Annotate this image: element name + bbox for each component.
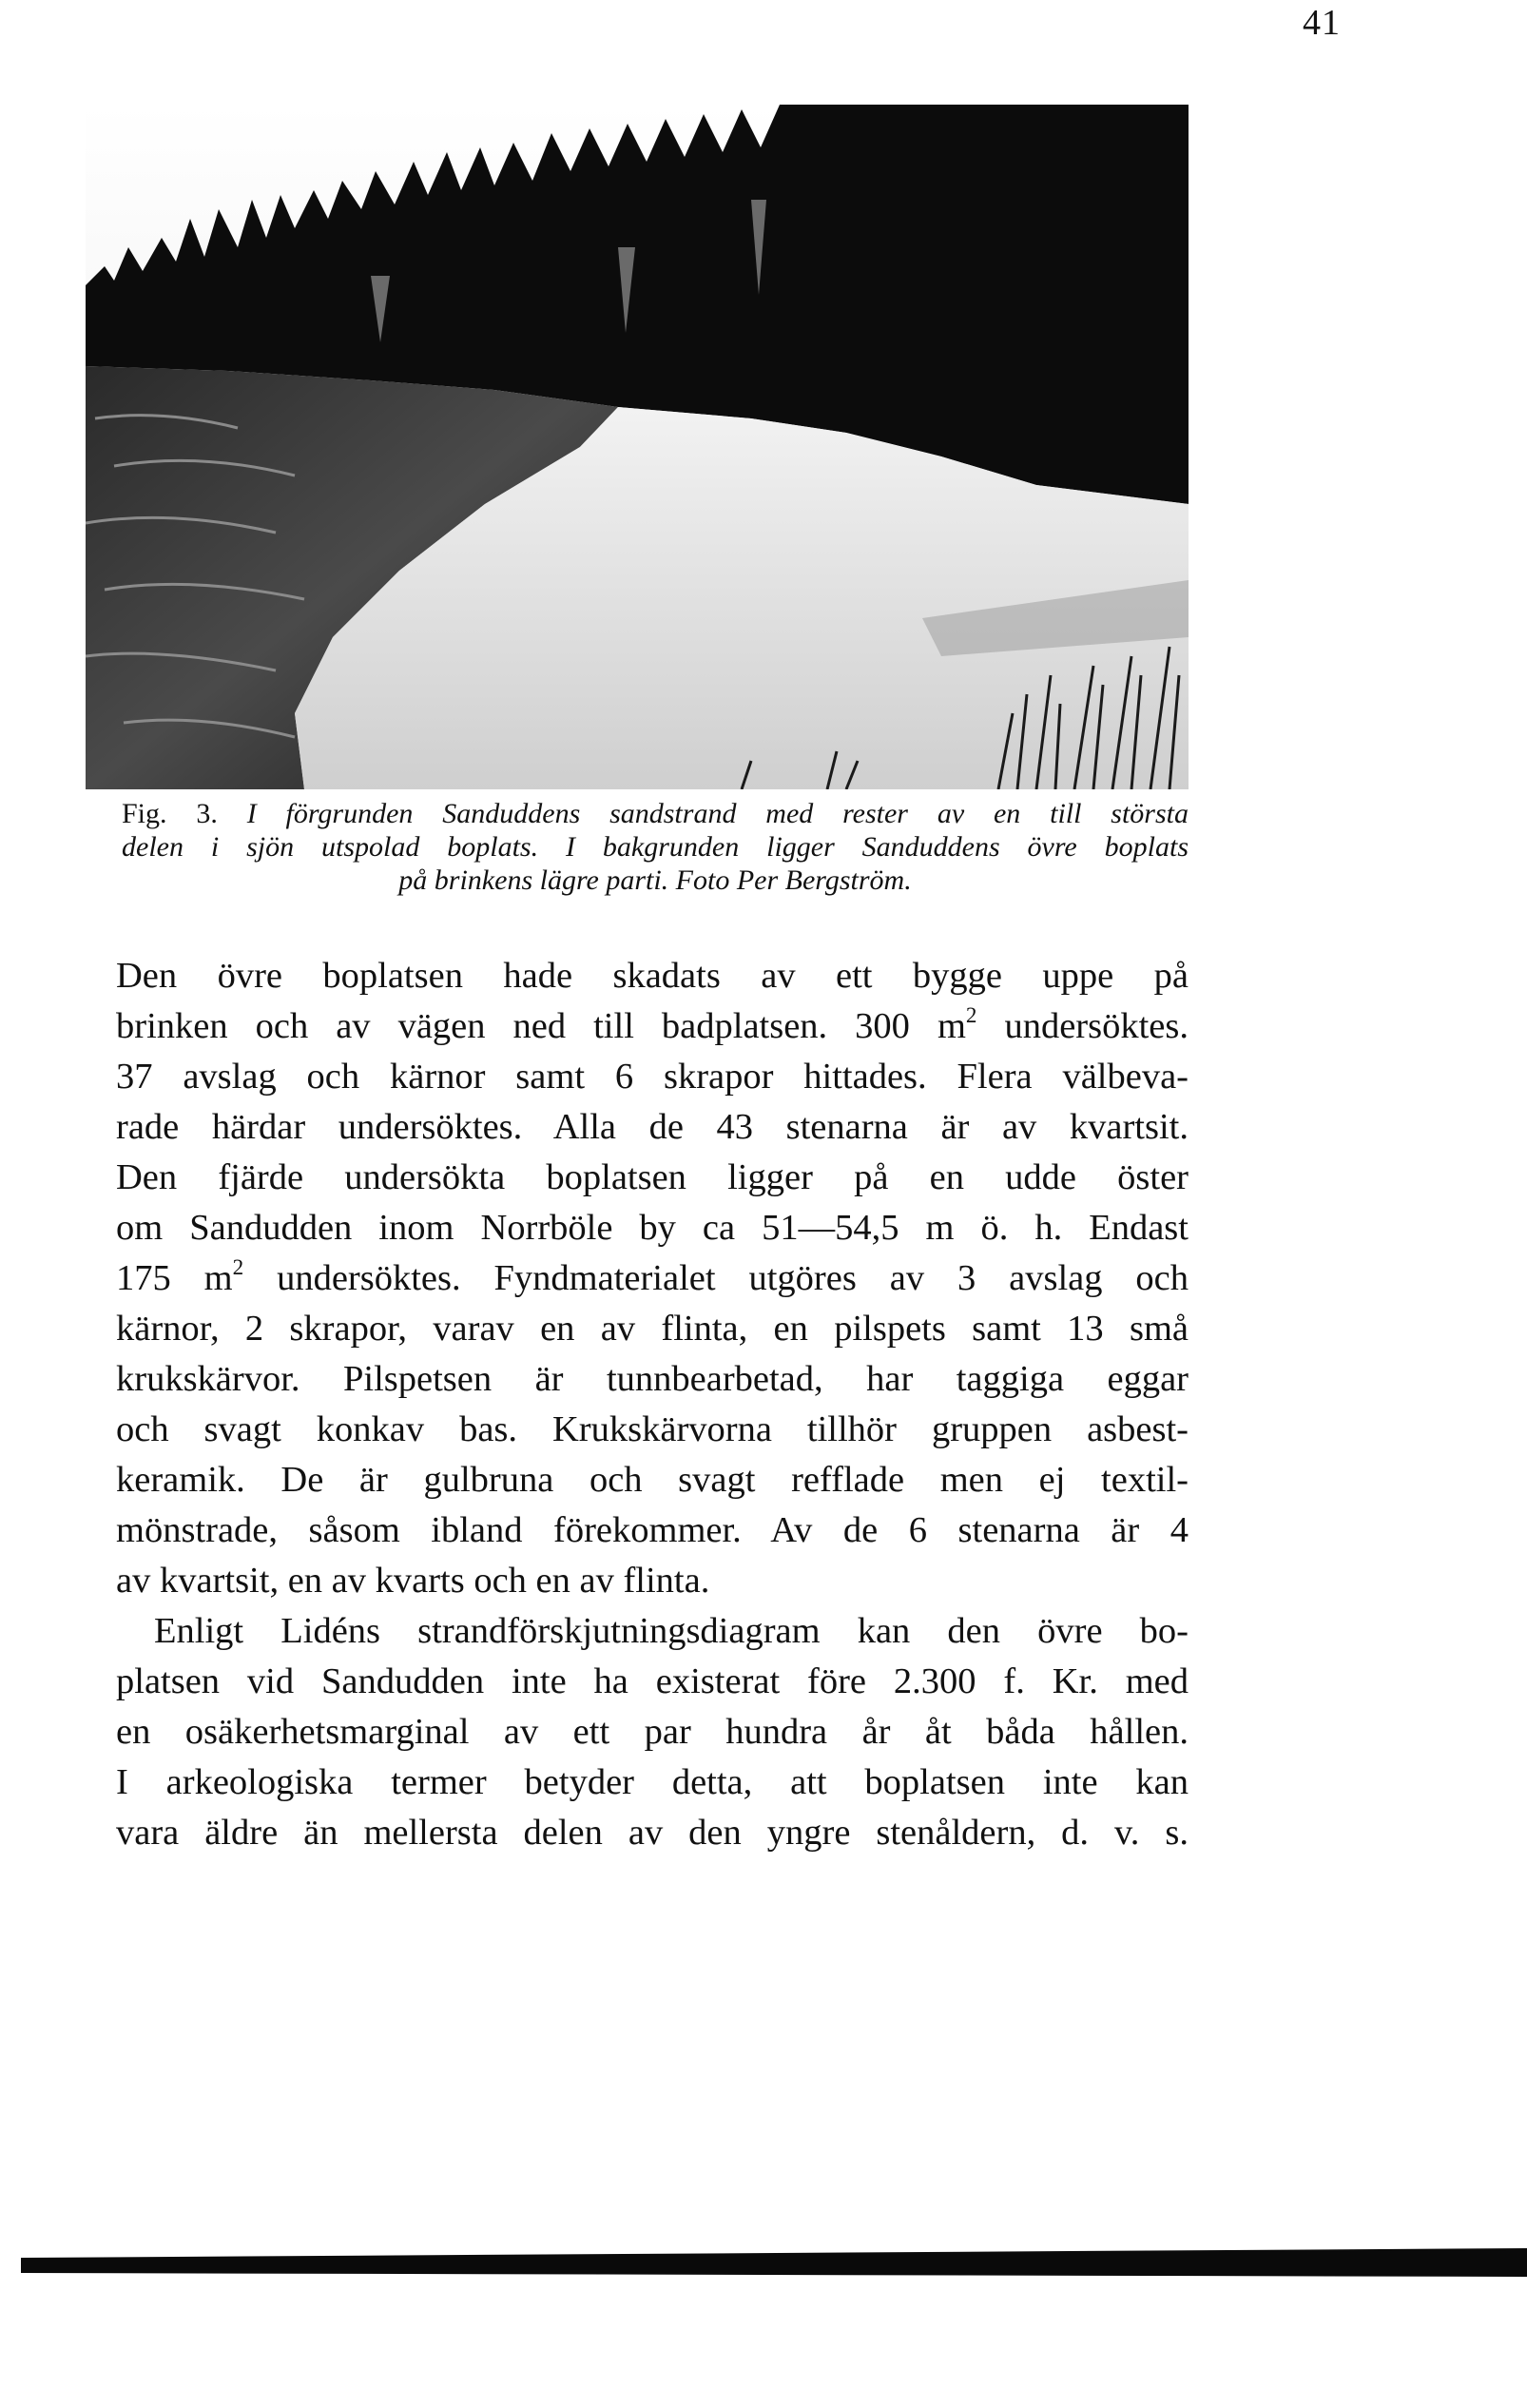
- p1-line-2-head: brinken och av vägen ned till badplatsen. 300 m: [116, 1006, 966, 1046]
- p1-line-2-tail: undersöktes.: [976, 1006, 1189, 1046]
- p3-line-5: vara äldre än mellersta delen av den yngre stenåldern, d. v. s.: [116, 1813, 1189, 1853]
- figure-caption: [122, 797, 1189, 897]
- body-text: [116, 951, 1189, 1858]
- caption-line-3: på brinkens lägre parti. Foto Per Bergström.: [398, 864, 912, 896]
- caption-line-1: [122, 797, 1189, 830]
- caption-line-2: delen i sjön utspolad boplats. I bakgrunden ligger Sanduddens övre boplats: [122, 831, 1189, 863]
- p2-line-3: [116, 1253, 1189, 1304]
- p2-line-9: av kvartsit, en av kvarts och en av flinta.: [116, 1561, 710, 1601]
- p1-line-2: [116, 1001, 1189, 1052]
- superscript: 2: [965, 1002, 977, 1028]
- p1-line-4: rade härdar undersöktes. Alla de 43 stenarna är av kvartsit.: [116, 1107, 1189, 1147]
- p2-line-3-head: 175 m: [116, 1258, 233, 1298]
- scan-edge-bar: [21, 2244, 1527, 2281]
- p3-line-3: en osäkerhetsmarginal av ett par hundra år åt båda hållen.: [116, 1712, 1189, 1752]
- p2-line-2: om Sandudden inom Norrböle by ca 51—54,5 m ö. h. Endast: [116, 1208, 1189, 1248]
- p3-line-4: I arkeologiska termer betyder detta, att boplatsen inte kan: [116, 1762, 1189, 1802]
- superscript: 2: [232, 1254, 244, 1280]
- caption-line-1-text: I förgrunden Sanduddens sandstrand med rester av en till största: [246, 798, 1189, 829]
- paragraph-2: [116, 1153, 1189, 1606]
- beach-photograph: [86, 105, 1189, 789]
- beach-photo-illustration: [86, 105, 1189, 789]
- p1-line-1: Den övre boplatsen hade skadats av ett bygge uppe på: [116, 956, 1189, 996]
- p3-line-1: Enligt Lidéns strandförskjutningsdiagram kan den övre bo-: [154, 1611, 1189, 1651]
- figure-label: Fig. 3.: [122, 798, 218, 829]
- p2-line-8: mönstrade, såsom ibland förekommer. Av de 6 stenarna är 4: [116, 1510, 1189, 1550]
- p2-line-6: och svagt konkav bas. Krukskärvorna tillhör gruppen asbest-: [116, 1409, 1189, 1449]
- p2-line-4: kärnor, 2 skrapor, varav en av flinta, en pilspets samt 13 små: [116, 1309, 1189, 1349]
- page-number: 41: [1303, 3, 1341, 43]
- paragraph-1: [116, 951, 1189, 1153]
- p2-line-5: krukskärvor. Pilspetsen är tunnbearbetad, har taggiga eggar: [116, 1359, 1189, 1399]
- p3-line-2: platsen vid Sandudden inte ha existerat före 2.300 f. Kr. med: [116, 1661, 1189, 1701]
- paragraph-3: [116, 1606, 1189, 1858]
- p2-line-3-tail: undersöktes. Fyndmaterialet utgöres av 3 avslag och: [243, 1258, 1189, 1298]
- p1-line-3: 37 avslag och kärnor samt 6 skrapor hittades. Flera välbeva-: [116, 1057, 1189, 1097]
- p2-line-1: Den fjärde undersökta boplatsen ligger på en udde öster: [116, 1157, 1189, 1197]
- p2-line-7: keramik. De är gulbruna och svagt refflade men ej textil-: [116, 1460, 1189, 1500]
